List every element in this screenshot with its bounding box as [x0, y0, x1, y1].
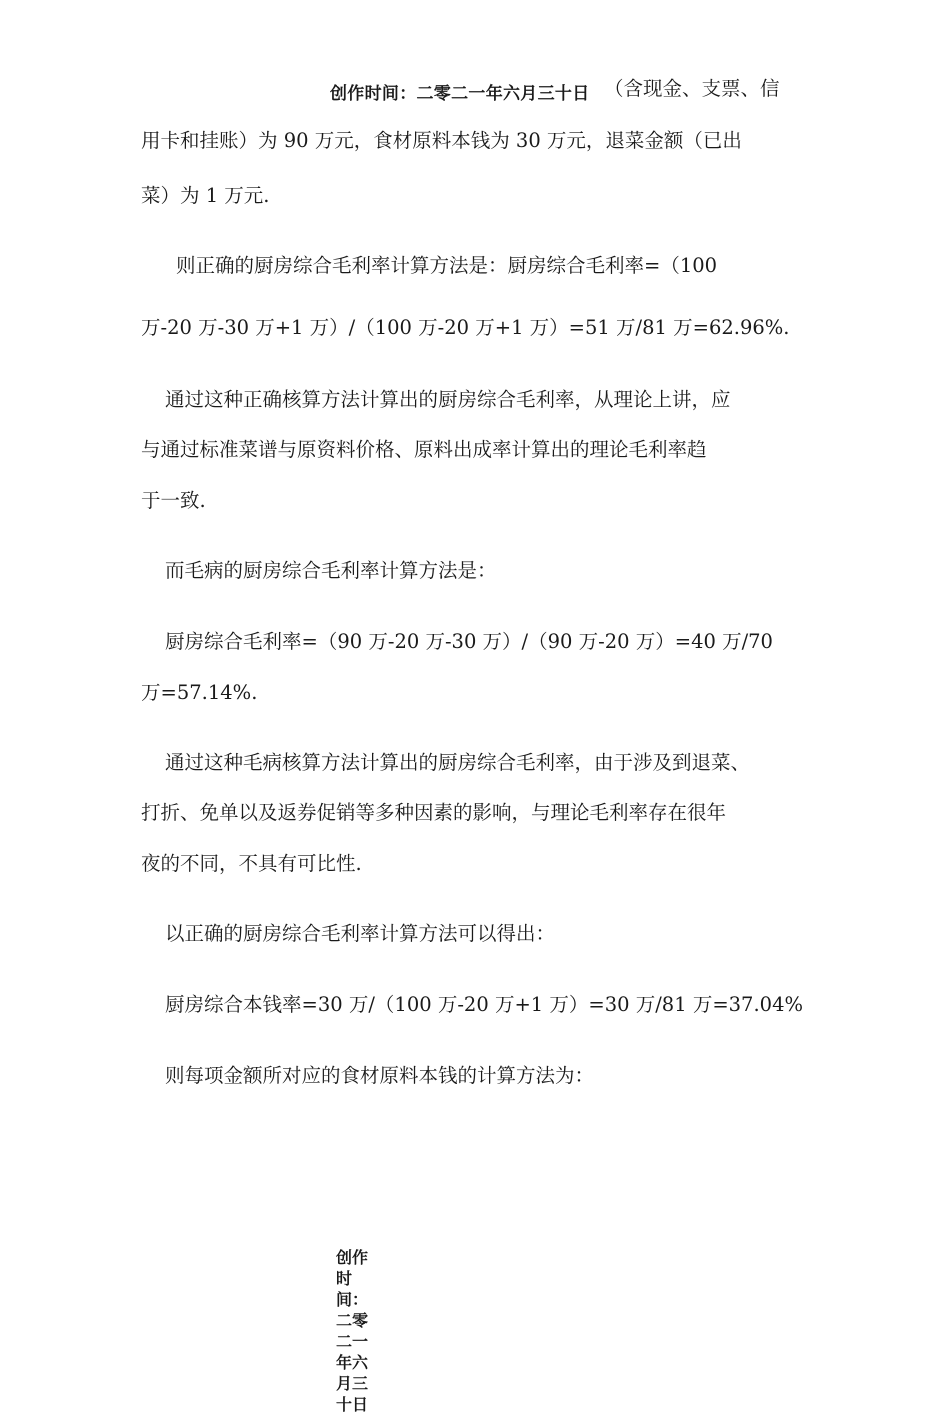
paragraph-1-line-1: （含现金、支票、信 [604, 77, 780, 100]
paragraph-1-line-3: 菜）为 1 万元. [141, 184, 270, 207]
paragraph-7-line-1: 以正确的厨房综合毛利率计算方法可以得出： [165, 922, 556, 945]
paragraph-2-line-1: 则正确的厨房综合毛利率计算方法是：厨房综合毛利率=（100 [176, 254, 718, 277]
paragraph-3-line-2: 与通过标准菜谱与原资料价格、原料出成率计算出的理论毛利率趋 [141, 438, 707, 461]
creation-time-footer: 创作时间：二零二一年六月三十日 [336, 1248, 369, 1414]
paragraph-8-line-1: 厨房综合本钱率=30 万/（100 万-20 万+1 万）=30 万/81 万=37.04% [165, 993, 804, 1016]
paragraph-6-line-2: 打折、免单以及返券促销等多种因素的影响，与理论毛利率存在很年 [141, 801, 727, 824]
paragraph-2-line-2: 万-20 万-30 万+1 万）/（100 万-20 万+1 万）=51 万/81 万=62.96%. [141, 316, 790, 339]
paragraph-9-line-1: 则每项金额所对应的食材原料本钱的计算方法为： [165, 1064, 595, 1087]
paragraph-5-line-1: 厨房综合毛利率=（90 万-20 万-30 万）/（90 万-20 万）=40 万/70 [165, 630, 773, 653]
paragraph-4-line-1: 而毛病的厨房综合毛利率计算方法是： [165, 559, 497, 582]
paragraph-5-line-2: 万=57.14%. [141, 681, 258, 704]
paragraph-6-line-3: 夜的不同，不具有可比性. [141, 852, 362, 875]
paragraph-3-line-3: 于一致. [141, 489, 206, 512]
paragraph-1-line-2: 用卡和挂账）为 90 万元，食材原料本钱为 30 万元，退菜金额（已出 [141, 129, 742, 152]
creation-time-header: 创作时间：二零二一年六月三十日 [330, 84, 590, 104]
paragraph-3-line-1: 通过这种正确核算方法计算出的厨房综合毛利率，从理论上讲，应 [165, 388, 731, 411]
paragraph-6-line-1: 通过这种毛病核算方法计算出的厨房综合毛利率，由于涉及到退菜、 [165, 751, 751, 774]
